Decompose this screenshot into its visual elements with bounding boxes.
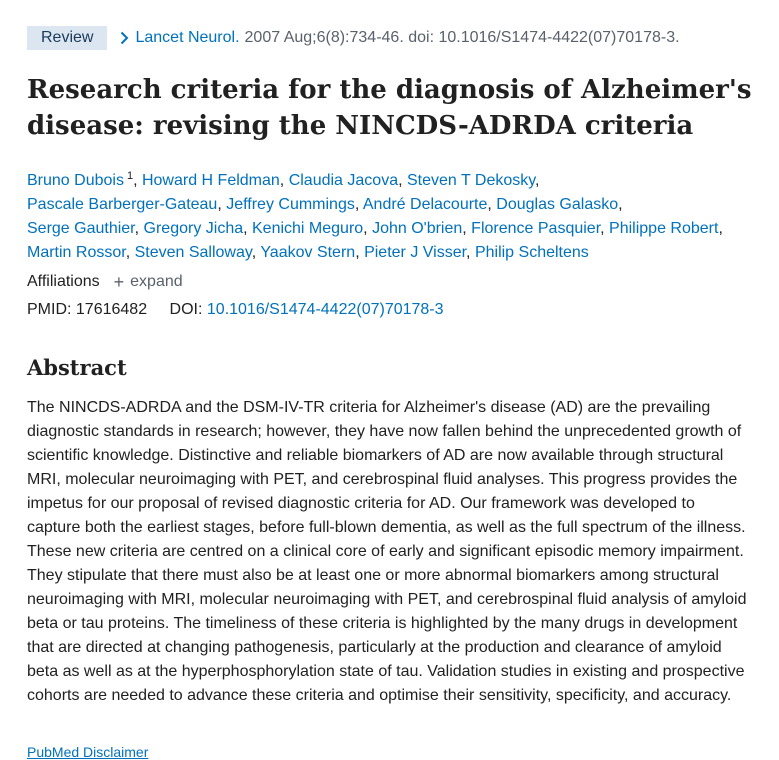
author-link[interactable]: John O'brien bbox=[372, 220, 463, 237]
author-separator: , bbox=[134, 220, 144, 237]
affiliations-label: Affiliations bbox=[27, 273, 100, 290]
affiliation-number[interactable]: 1 bbox=[126, 170, 134, 182]
author-separator: , bbox=[355, 244, 365, 261]
review-badge: Review bbox=[27, 26, 107, 50]
author-link[interactable]: Kenichi Meguro bbox=[252, 220, 364, 237]
author-separator: , bbox=[600, 220, 610, 237]
author-separator: , bbox=[718, 220, 723, 237]
author-link[interactable]: Jeffrey Cummings bbox=[226, 196, 355, 213]
pubmed-disclaimer-link[interactable]: PubMed Disclaimer bbox=[27, 744, 149, 760]
author-separator: , bbox=[462, 220, 472, 237]
author-link[interactable]: Martin Rossor bbox=[27, 244, 126, 261]
author-separator: , bbox=[243, 220, 252, 237]
pmid-label: PMID: bbox=[27, 301, 72, 318]
expand-label: expand bbox=[130, 273, 183, 290]
author-link[interactable]: André Delacourte bbox=[362, 196, 488, 213]
plus-icon: + bbox=[113, 272, 125, 292]
author-separator: , bbox=[466, 244, 475, 261]
author-list bbox=[27, 164, 759, 265]
doi-link[interactable]: 10.1016/S1474-4422(07)70178-3 bbox=[206, 301, 444, 318]
author-separator: , bbox=[354, 196, 363, 213]
doi-label: DOI: bbox=[169, 301, 203, 318]
author-link[interactable]: Gregory Jicha bbox=[143, 220, 244, 237]
author-link[interactable]: Florence Pasquier bbox=[471, 220, 601, 237]
author-separator: , bbox=[535, 172, 540, 189]
affiliations bbox=[27, 273, 183, 291]
author-link[interactable]: Douglas Galasko bbox=[496, 196, 619, 213]
citation-details: 2007 Aug;6(8):734-46. doi: 10.1016/S1474-4422(07)70178-3. bbox=[244, 29, 680, 46]
author-link[interactable]: Howard H Feldman bbox=[141, 172, 280, 189]
author-link[interactable]: Yaakov Stern bbox=[260, 244, 356, 261]
author-separator: , bbox=[133, 172, 142, 189]
author-separator: , bbox=[487, 196, 497, 213]
pmid-value: 17616482 bbox=[75, 301, 148, 318]
article-title: Research criteria for the diagnosis of Alzheimer's disease: revising the NINCDS-ADRDA criteria bbox=[27, 75, 752, 141]
abstract-heading: Abstract bbox=[27, 355, 127, 380]
author-line bbox=[27, 193, 759, 217]
author-separator: , bbox=[618, 196, 623, 213]
identifiers bbox=[27, 301, 444, 319]
author-link[interactable]: Serge Gauthier bbox=[27, 220, 135, 237]
author-separator: , bbox=[279, 172, 289, 189]
author-link[interactable]: Bruno Dubois bbox=[27, 172, 124, 189]
chevron-right-icon bbox=[117, 29, 131, 47]
author-link[interactable]: Steven T Dekosky bbox=[406, 172, 536, 189]
author-link[interactable]: Pascale Barberger-Gateau bbox=[27, 196, 218, 213]
author-separator: , bbox=[363, 220, 373, 237]
author-separator: , bbox=[125, 244, 135, 261]
author-separator: , bbox=[217, 196, 227, 213]
author-line bbox=[27, 241, 759, 265]
abstract-text: The NINCDS-ADRDA and the DSM-IV-TR criteria for Alzheimer's disease (AD) are the prevailing diagnostic standards in research; however, they have now fallen behind the unprecedented growth of scientific knowledge. Distinctive and reliable biomarkers of AD are now available through structural MRI, molecular neuroimaging with PET, and cerebrospinal fluid analyses. This progress provides the impetus for our proposal of revised diagnostic criteria for AD. Our framework was developed to capture both the earliest stages, before full-blown dementia, as well as the full spectrum of the illness. These new criteria are centred on a clinical core of early and significant episodic memory impairment. They stipulate that there must also be at least one or more abnormal biomarkers among structural neuroimaging with MRI, molecular neuroimaging with PET, and cerebrospinal fluid analysis of amyloid beta or tau proteins. The timeliness of these criteria is highlighted by the many drugs in development that are directed at changing pathogenesis, particularly at the production and clearance of amyloid beta as well as at the hyperphosphorylation state of tau. Validation studies in existing and prospective cohorts are needed to advance these criteria and optimise their sensitivity, specificity, and accuracy. bbox=[27, 399, 747, 704]
author-separator: , bbox=[398, 172, 407, 189]
author-link[interactable]: Claudia Jacova bbox=[288, 172, 399, 189]
author-line bbox=[27, 217, 759, 241]
author-line bbox=[27, 164, 759, 193]
author-link[interactable]: Philippe Robert bbox=[609, 220, 719, 237]
author-link[interactable]: Pieter J Visser bbox=[364, 244, 467, 261]
author-link[interactable]: Philip Scheltens bbox=[474, 244, 589, 261]
expand-affiliations-button[interactable] bbox=[114, 273, 183, 291]
author-separator: , bbox=[251, 244, 261, 261]
citation-bar bbox=[27, 26, 769, 50]
journal-link[interactable]: Lancet Neurol. bbox=[135, 29, 240, 46]
author-link[interactable]: Steven Salloway bbox=[134, 244, 252, 261]
